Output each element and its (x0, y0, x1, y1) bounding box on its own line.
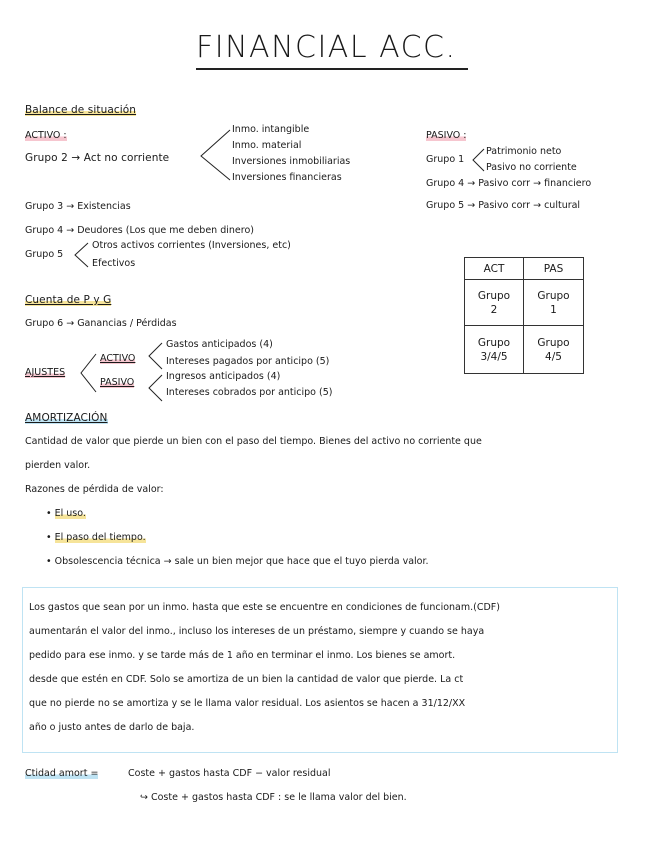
bullet-item: • El paso del tiempo. (46, 532, 146, 543)
g5-item: Otros activos corrientes (Inversiones, etc) (92, 240, 291, 251)
note-line: año o justo antes de darlo de baja. (29, 722, 195, 733)
grupo3-line: Grupo 3 → Existencias (25, 201, 131, 212)
p-g1-item: Pasivo no corriente (486, 162, 577, 173)
activo-adjust-label: ACTIVO (100, 353, 136, 364)
grupo5-label: Grupo 5 (25, 249, 64, 260)
table-cell: Grupo 3/4/5 (465, 326, 524, 374)
note-line: pedido para ese inmo. y se tarde más de 1 año en terminar el inmo. Los bienes se amort. (29, 650, 456, 661)
amort-definition-line: pierden valor. (25, 460, 91, 471)
formula-label: Ctidad amort = (25, 768, 99, 779)
pasivo-label: PASIVO : (426, 130, 467, 141)
p-g1-item: Patrimonio neto (486, 146, 562, 157)
act-pas-table (464, 257, 584, 374)
brace-icon (470, 146, 486, 174)
note-box (22, 587, 618, 753)
amort-definition-line: Cantidad de valor que pierde un bien con el paso del tiempo. Bienes del activo no corriente que (25, 436, 482, 447)
activo-adjust-item: Intereses pagados por anticipo (5) (166, 356, 330, 367)
p-grupo5-line: Grupo 5 → Pasivo corr → cultural (426, 200, 581, 211)
p-grupo4-line: Grupo 4 → Pasivo corr → financiero (426, 178, 592, 189)
grupo4-line: Grupo 4 → Deudores (Los que me deben dinero) (25, 225, 254, 236)
bullet-item: • Obsolescencia técnica → sale un bien mejor que hace que el tuyo pierda valor. (46, 556, 429, 567)
act-item: Inmo. intangible (232, 124, 310, 135)
bullet-item: • El uso. (46, 508, 86, 519)
pasivo-adjust-item: Intereses cobrados por anticipo (5) (166, 387, 333, 398)
table-cell: Grupo 4/5 (524, 326, 584, 374)
grupo2-line: Grupo 2 → Act no corriente (25, 152, 170, 164)
ajustes-label: AJUSTES (25, 367, 66, 378)
brace-icon (146, 340, 164, 372)
pyg-heading: Cuenta de P y G (25, 294, 112, 306)
pasivo-adjust-item: Ingresos anticipados (4) (166, 371, 281, 382)
activo-adjust-item: Gastos anticipados (4) (166, 339, 273, 350)
table-header: PAS (524, 258, 584, 280)
brace-icon (78, 350, 98, 396)
balance-heading: Balance de situación (25, 104, 137, 116)
title-underline (196, 68, 468, 70)
note-line: Los gastos que sean por un inmo. hasta que este se encuentre en condiciones de funcionam.(CDF) (29, 602, 500, 613)
act-item: Inversiones inmobiliarias (232, 156, 351, 167)
brace-icon (146, 372, 164, 404)
page-title: FINANCIAL ACC. (196, 30, 457, 65)
brace-icon (198, 126, 232, 184)
amortizacion-heading: AMORTIZACIÓN (25, 412, 108, 424)
table-cell: Grupo 2 (465, 280, 524, 326)
formula-note: ↪ Coste + gastos hasta CDF : se le llama valor del bien. (140, 792, 407, 803)
act-item: Inversiones financieras (232, 172, 342, 183)
note-line: que no pierde no se amortiza y se le llama valor residual. Los asientos se hacen a 31/12/XX (29, 698, 466, 709)
note-line: aumentarán el valor del inmo., incluso los intereses de un préstamo, siempre y cuando se haya (29, 626, 485, 637)
brace-icon (72, 240, 90, 270)
table-cell: Grupo 1 (524, 280, 584, 326)
pyg-line: Grupo 6 → Ganancias / Pérdidas (25, 318, 177, 329)
razones-line: Razones de pérdida de valor: (25, 484, 164, 495)
table-header: ACT (465, 258, 524, 280)
g5-item: Efectivos (92, 258, 136, 269)
pasivo-adjust-label: PASIVO (100, 377, 135, 388)
note-line: desde que estén en CDF. Solo se amortiza de un bien la cantidad de valor que pierde. La ct (29, 674, 464, 685)
act-item: Inmo. material (232, 140, 302, 151)
p-grupo1-label: Grupo 1 (426, 154, 465, 165)
activo-label: ACTIVO : (25, 130, 67, 141)
formula-text: Coste + gastos hasta CDF − valor residual (128, 768, 331, 779)
